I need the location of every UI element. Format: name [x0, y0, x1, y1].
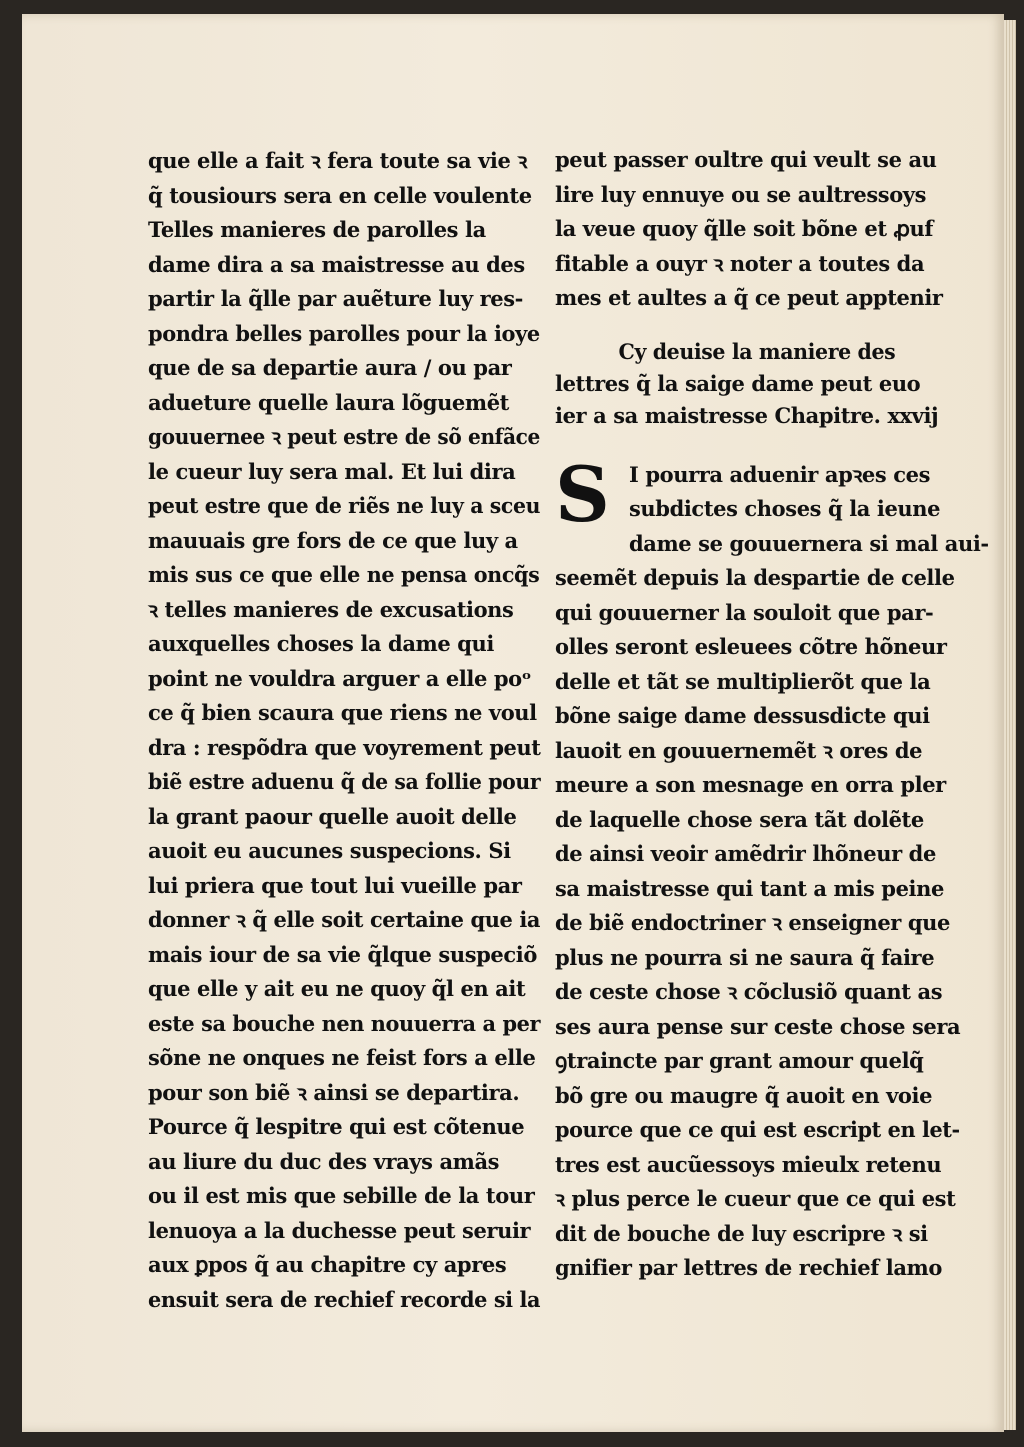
text-line: tres est aucũessoys mieulx retenu	[555, 1151, 942, 1177]
paragraph-gap	[555, 316, 960, 336]
text-line: donner ꝛ q̃ elle soit certaine que ia	[148, 907, 541, 932]
text-line: pondra belles parolles pour la ioye	[148, 320, 540, 346]
text-line: este sa bouche nen nouuerra a per	[148, 1010, 541, 1036]
text-line: seemẽt depuis la despartie de celle	[555, 565, 955, 590]
text-line: ce q̃ bien scaura que riens ne voul	[148, 700, 537, 725]
text-line: au liure du duc des vrays amãs	[148, 1148, 500, 1174]
text-line: de biẽ endoctriner ꝛ enseigner que	[555, 910, 950, 935]
text-line: de ceste chose ꝛ cõclusiõ quant as	[555, 979, 943, 1004]
text-line: Telles manieres de parolles la	[148, 217, 486, 242]
text-line: pour son biẽ ꝛ ainsi se departira.	[148, 1079, 520, 1105]
text-line: I pourra aduenir apꝛes ces	[629, 461, 930, 487]
text-line: dit de bouche de luy escripre ꝛ si	[555, 1220, 928, 1246]
text-line: biẽ estre aduenu q̃ de sa follie pour	[148, 769, 541, 794]
text-line: de laquelle chose sera tãt dolẽte	[555, 806, 924, 832]
text-line: la veue quoy q̃lle soit bõne et ꝓuf	[555, 216, 933, 241]
text-line: q̃ tousiours sera en celle voulente	[148, 182, 532, 208]
text-line: ꝛ telles manieres de excusations	[148, 596, 514, 622]
text-line: aux ꝑpos q̃ au chapitre cy apres	[148, 1252, 507, 1277]
text-line: lui priera que tout lui vueille par	[148, 872, 522, 898]
text-line: plus ne pourra si ne saura q̃ faire	[555, 944, 935, 970]
text-line: dra : respõdra que voyrement peut	[148, 734, 541, 760]
right-column	[555, 143, 989, 1286]
page-edge	[1004, 20, 1016, 1430]
text-line: auoit eu aucunes suspecions. Si	[148, 838, 511, 863]
text-line: sõne ne onques ne feist fors a elle	[148, 1045, 536, 1070]
text-line: la grant paour quelle auoit delle	[148, 803, 517, 829]
text-line: dame se gouuernera si mal aui-	[629, 530, 989, 556]
text-line: dame dira a sa maistresse au des	[148, 251, 525, 277]
chapter-heading	[555, 336, 960, 432]
text-line: peut estre que de riẽs ne luy a sceu	[148, 493, 541, 518]
text-line: lauoit en gouuernemẽt ꝛ ores de	[555, 737, 923, 763]
chapter-opening	[555, 449, 960, 539]
text-line: que elle a fait ꝛ fera toute sa vie ꝛ	[148, 148, 527, 173]
text-line: ou il est mis que sebille de la tour	[148, 1183, 535, 1208]
text-line: le cueur luy sera mal. Et lui dira	[148, 458, 516, 484]
text-line: mis sus ce que elle ne pensa oncq̃s	[148, 562, 540, 587]
text-line: ses aura pense sur ceste chose sera	[555, 1013, 961, 1039]
text-line: gouuernee ꝛ peut estre de sõ enfãce	[148, 424, 540, 449]
text-line: que elle y ait eu ne quoy q̃l en ait	[148, 976, 526, 1001]
text-line: sa maistresse qui tant a mis peine	[555, 875, 944, 901]
text-line: subdictes choses q̃ la ieune	[629, 496, 941, 521]
text-line: meure a son mesnage en orra pler	[555, 772, 946, 797]
text-line: gnifier par lettres de rechief lamo	[555, 1255, 942, 1280]
heading-line: ier a sa maistresse Chapitre. xxvij	[555, 402, 939, 428]
text-line: mais iour de sa vie q̃lque suspeciõ	[148, 941, 537, 967]
text-line: mes et aultes a q̃ ce peut apptenir	[555, 285, 943, 310]
text-line: adueture quelle laura lõguemẽt	[148, 389, 509, 415]
text-line: auxquelles choses la dame qui	[148, 631, 494, 656]
text-line: ensuit sera de rechief recorde si la	[148, 1286, 541, 1312]
text-line: Pource q̃ lespitre qui est cõtenue	[148, 1114, 525, 1139]
text-line: bõ gre ou maugre q̃ auoit en voie	[555, 1082, 933, 1108]
drop-cap: S	[555, 449, 610, 539]
text-line: bõne saige dame dessusdicte qui	[555, 703, 930, 728]
text-line: lire luy ennuye ou se aultressoys	[555, 181, 927, 207]
text-line: lenuoya a la duchesse peut seruir	[148, 1217, 531, 1243]
text-line: fitable a ouyr ꝛ noter a toutes da	[555, 250, 925, 276]
heading-line: lettres q̃ la saige dame peut euo	[555, 370, 921, 396]
text-line: peut passer oultre qui veult se au	[555, 147, 937, 172]
text-line: partir la q̃lle par auẽture luy res-	[148, 286, 523, 311]
text-line: que de sa departie aura / ou par	[148, 355, 512, 380]
text-line: mauuais gre fors de ce que luy a	[148, 527, 518, 553]
text-line: ꝯtraincte par grant amour quelq̃	[555, 1048, 924, 1073]
text-line: point ne vouldra arguer a elle poᵒ	[148, 665, 532, 691]
left-column	[148, 144, 540, 1317]
text-line: delle et tãt se multiplierõt que la	[555, 668, 931, 694]
text-line: olles seront esleuees cõtre hõneur	[555, 634, 947, 659]
text-line: pource que ce qui est escript en let-	[555, 1117, 960, 1142]
paragraph-gap	[555, 432, 960, 458]
text-line: ꝛ plus perce le cueur que ce qui est	[555, 1186, 956, 1211]
text-line: qui gouuerner la souloit que par-	[555, 599, 934, 625]
text-line: de ainsi veoir amẽdrir lhõneur de	[555, 841, 936, 866]
heading-line: Cy deuise la maniere des	[618, 338, 896, 364]
